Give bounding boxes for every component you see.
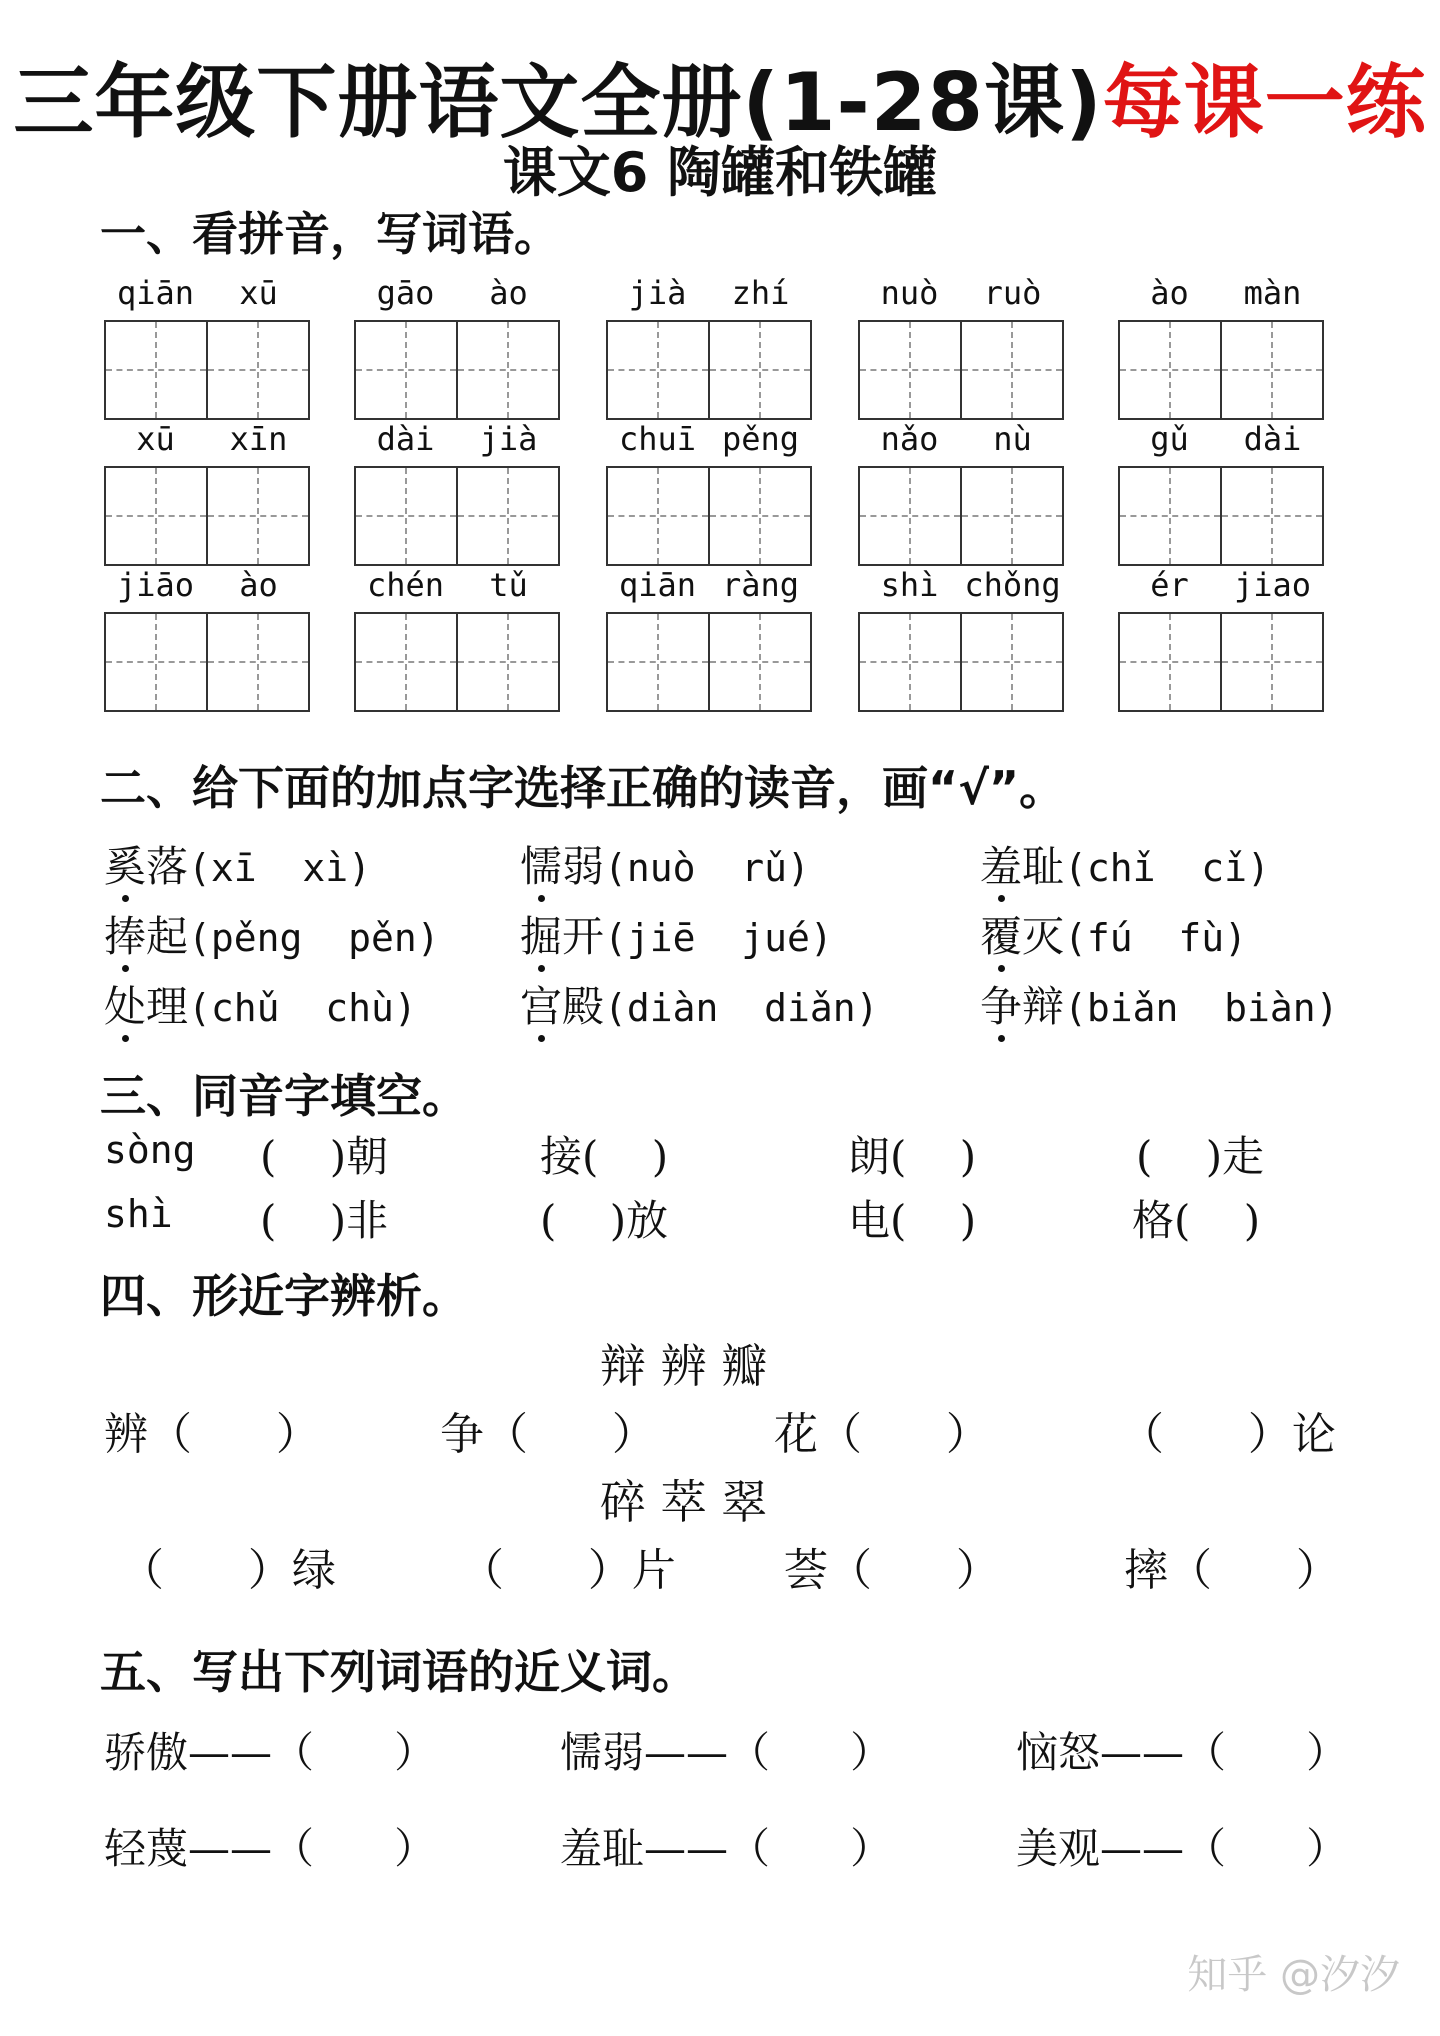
tianzige-box[interactable] [354,612,560,712]
dotted-character: 覆 [980,904,1022,964]
synonym-item[interactable]: 羞耻——（ ） [560,1824,893,1873]
pinyin-writing-cell[interactable] [606,274,812,420]
pinyin-options[interactable]: (chǔ chù) [188,986,417,1030]
pinyin-options[interactable]: (pěng pěn) [188,916,440,960]
pinyin-syllable: ào [489,274,528,312]
pronunciation-item[interactable] [520,974,879,1034]
pronunciation-item[interactable] [980,904,1247,964]
homophone-item[interactable]: 格( ) [1132,1196,1261,1245]
pinyin-writing-cell[interactable] [1118,274,1324,420]
pinyin-options[interactable]: (chǐ cǐ) [1064,846,1270,890]
pinyin-writing-cell[interactable] [858,566,1064,712]
similar-item[interactable]: （ ）绿 [120,1545,336,1596]
pinyin-writing-cell[interactable] [104,566,310,712]
homophone-item[interactable]: 朗( ) [848,1132,977,1181]
character-square[interactable] [608,322,708,418]
pinyin-syllable: jiāo [116,566,195,604]
character-square[interactable] [356,614,456,710]
section-3-heading: 三、同音字填空。 [100,1069,468,1123]
section-1-heading: 一、看拼音，写词语。 [100,207,560,261]
character-square[interactable] [960,614,1062,710]
tianzige-box[interactable] [858,320,1064,420]
pinyin-writing-cell[interactable] [1118,566,1324,712]
tianzige-box[interactable] [354,466,560,566]
tianzige-box[interactable] [606,466,812,566]
dotted-character: 争 [980,974,1022,1034]
dotted-character: 捧 [104,904,146,964]
tianzige-box[interactable] [1118,466,1324,566]
pronunciation-item[interactable] [104,904,440,964]
pinyin-syllable: chuī [618,420,697,458]
pronunciation-item[interactable] [980,974,1339,1034]
pinyin-syllable: màn [1243,274,1302,312]
pinyin-syllable: nǎo [880,420,939,458]
tianzige-box[interactable] [858,612,1064,712]
pinyin-writing-cell[interactable] [104,274,310,420]
pinyin-label [1118,566,1324,612]
pinyin-syllable: ràng [721,566,800,604]
pinyin-syllable: qiān [618,566,697,604]
dotted-character: 宫 [520,974,562,1034]
pinyin-syllable: shì [880,566,939,604]
section-2-heading: 二、给下面的加点字选择正确的读音，画“√”。 [100,761,1066,815]
character-square[interactable] [608,614,708,710]
similar-item[interactable]: （ ）片 [460,1545,676,1596]
similar-item[interactable]: 辨（ ） [104,1409,320,1460]
homophone-item[interactable]: ( )放 [540,1196,669,1245]
pinyin-syllable: jiao [1233,566,1312,604]
character-square[interactable] [206,468,308,564]
similar-item[interactable]: 摔（ ） [1124,1545,1340,1596]
pinyin-label [606,566,812,612]
pinyin-options[interactable]: (jiē jué) [604,916,833,960]
pinyin-label [104,420,310,466]
character-square[interactable] [456,468,558,564]
homophone-item[interactable]: 电( ) [848,1196,977,1245]
character-square[interactable] [106,468,206,564]
pinyin-options[interactable]: (xī xì) [188,846,372,890]
tianzige-box[interactable] [104,466,310,566]
pinyin-label [1118,274,1324,320]
character-square[interactable] [456,614,558,710]
tianzige-box[interactable] [606,612,812,712]
pinyin-label [104,566,310,612]
pinyin-syllable: ruò [983,274,1042,312]
character-square[interactable] [1120,322,1220,418]
pinyin-label [354,274,560,320]
character-square[interactable] [860,468,960,564]
character-square[interactable] [708,614,810,710]
word-character: 辩 [1022,982,1065,1031]
homophone-item[interactable]: 接( ) [540,1132,669,1181]
pinyin-syllable: ào [1150,274,1189,312]
pronunciation-item[interactable] [104,834,371,894]
pinyin-syllable: nuò [880,274,939,312]
character-square[interactable] [1120,468,1220,564]
character-square[interactable] [106,322,206,418]
dotted-character: 懦 [520,834,562,894]
character-square[interactable] [708,468,810,564]
character-square[interactable] [860,322,960,418]
word-character: 耻 [1022,842,1065,891]
character-square[interactable] [1120,614,1220,710]
pinyin-writing-cell[interactable] [858,274,1064,420]
character-square[interactable] [356,468,456,564]
word-character: 灭 [1022,912,1065,961]
dotted-character: 处 [104,974,146,1034]
section-4-heading: 四、形近字辨析。 [100,1269,468,1323]
synonym-item[interactable]: 恼怒——（ ） [1016,1728,1349,1777]
similar-item[interactable]: 争（ ） [440,1409,656,1460]
synonym-item[interactable]: 懦弱——（ ） [560,1728,893,1777]
character-square[interactable] [708,322,810,418]
pinyin-label [354,566,560,612]
dotted-character: 掘 [520,904,562,964]
pinyin-syllable: chén [366,566,445,604]
pinyin-label [1118,420,1324,466]
similar-item[interactable]: 荟（ ） [784,1545,1000,1596]
similar-item[interactable]: （ ）论 [1120,1409,1336,1460]
section-5-heading: 五、写出下列词语的近义词。 [100,1645,698,1699]
tianzige-box[interactable] [1118,320,1324,420]
word-character: 理 [146,982,189,1031]
pinyin-writing-cell[interactable] [1118,420,1324,566]
tianzige-box[interactable] [354,320,560,420]
synonym-item[interactable]: 骄傲——（ ） [104,1728,437,1777]
pinyin-writing-cell[interactable] [606,420,812,566]
pronunciation-item[interactable] [520,904,833,964]
pinyin-label [858,566,1064,612]
word-character: 弱 [562,842,605,891]
pinyin-syllable: gǔ [1150,420,1189,458]
pinyin-syllable: zhí [731,274,790,312]
word-character: 殿 [562,982,605,1031]
similar-item[interactable]: 花（ ） [774,1409,990,1460]
pronunciation-item[interactable] [104,974,417,1034]
pinyin-syllable: jià [479,420,538,458]
character-square[interactable] [1220,614,1322,710]
pinyin-syllable: tǔ [489,566,528,604]
watermark: 知乎 @汐汐 [1187,1952,1400,1998]
character-square[interactable] [1220,322,1322,418]
pinyin-label [858,420,1064,466]
character-square[interactable] [960,322,1062,418]
pinyin-writing-cell[interactable] [354,420,560,566]
similar-chars-group-1: 辩 辨 瓣 [600,1339,768,1393]
pinyin-syllable: xū [239,274,278,312]
pinyin-syllable: ér [1150,566,1189,604]
dotted-character: 羞 [980,834,1022,894]
character-square[interactable] [960,468,1062,564]
pinyin-writing-cell[interactable] [104,420,310,566]
pinyin-syllable: chǒng [964,566,1061,604]
pinyin-writing-cell[interactable] [354,274,560,420]
similar-chars-group-2: 碎 萃 翠 [600,1475,768,1529]
pinyin-writing-cell[interactable] [354,566,560,712]
pinyin-syllable: dài [1243,420,1302,458]
word-character: 起 [146,912,189,961]
dotted-character: 奚 [104,834,146,894]
pinyin-syllable: nù [993,420,1032,458]
title-highlight: 每课一练 [1102,56,1427,149]
pinyin-options[interactable]: (biǎn biàn) [1064,986,1339,1030]
homophone-item[interactable]: ( )走 [1136,1132,1265,1181]
pinyin-syllable: qiān [116,274,195,312]
tianzige-box[interactable] [606,320,812,420]
pinyin-options[interactable]: (diàn diǎn) [604,986,879,1030]
character-square[interactable] [206,614,308,710]
pinyin-syllable: ào [239,566,278,604]
pinyin-label [858,274,1064,320]
pinyin-syllable: gāo [376,274,435,312]
character-square[interactable] [608,468,708,564]
tianzige-box[interactable] [104,320,310,420]
pinyin-syllable: dài [376,420,435,458]
pinyin-label [104,274,310,320]
pronunciation-item[interactable] [520,834,810,894]
pinyin-options[interactable]: (fú fù) [1064,916,1248,960]
tianzige-box[interactable] [858,466,1064,566]
tianzige-box[interactable] [104,612,310,712]
pinyin-syllable: pěng [721,420,800,458]
homophone-pinyin-1: sòng [104,1128,196,1172]
pinyin-syllable: xīn [229,420,288,458]
character-square[interactable] [356,322,456,418]
character-square[interactable] [206,322,308,418]
character-square[interactable] [860,614,960,710]
pinyin-writing-cell[interactable] [606,566,812,712]
word-character: 落 [146,842,189,891]
character-square[interactable] [1220,468,1322,564]
pinyin-label [354,420,560,466]
homophone-pinyin-2: shì [104,1192,173,1236]
character-square[interactable] [456,322,558,418]
tianzige-box[interactable] [1118,612,1324,712]
homophone-item[interactable]: ( )朝 [260,1132,389,1181]
title-main: 三年级下册语文全册(1-28课) [13,56,1103,149]
character-square[interactable] [106,614,206,710]
pinyin-options[interactable]: (nuò rǔ) [604,846,810,890]
synonym-item[interactable]: 轻蔑——（ ） [104,1824,437,1873]
word-character: 开 [562,912,605,961]
lesson-subtitle: 课文6 陶罐和铁罐 [502,141,938,204]
synonym-item[interactable]: 美观——（ ） [1016,1824,1349,1873]
pinyin-writing-cell[interactable] [858,420,1064,566]
pinyin-syllable: jià [628,274,687,312]
pinyin-label [606,274,812,320]
pronunciation-item[interactable] [980,834,1270,894]
pinyin-syllable: xū [136,420,175,458]
homophone-item[interactable]: ( )非 [260,1196,389,1245]
pinyin-label [606,420,812,466]
